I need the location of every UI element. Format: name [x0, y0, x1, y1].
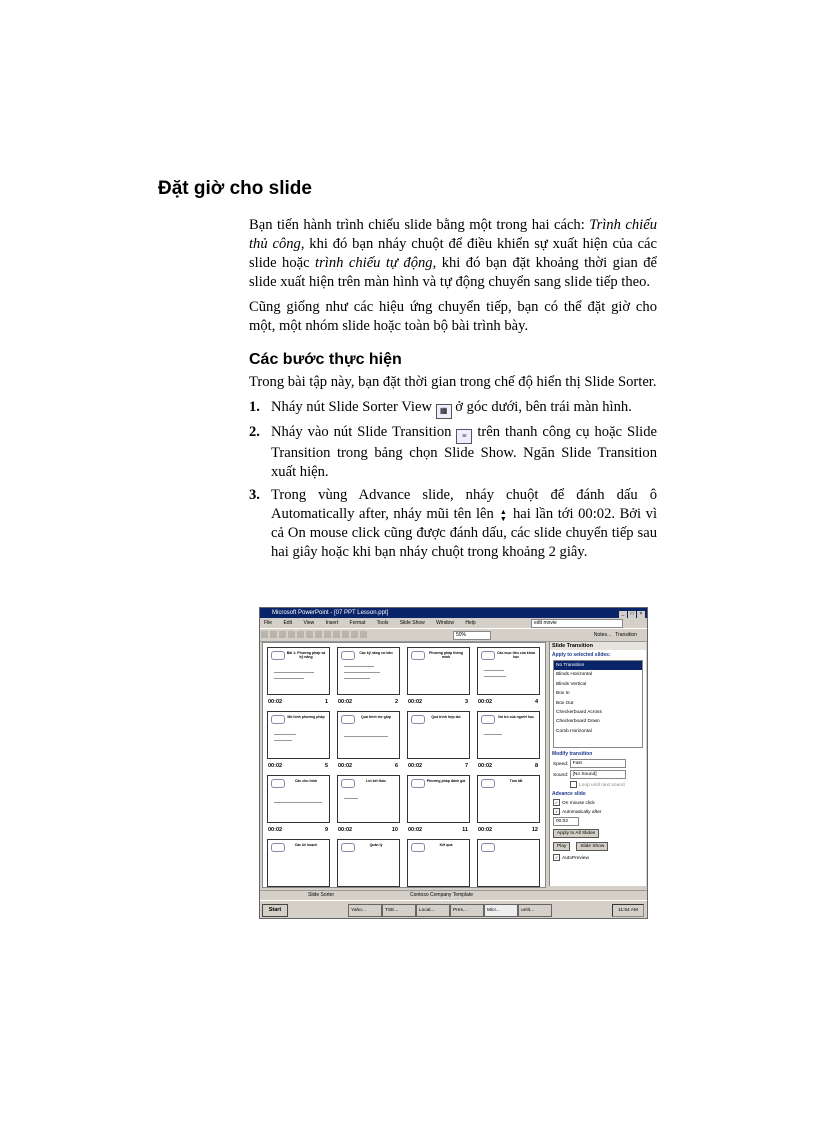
toolbar-right [594, 631, 637, 639]
apply-label: Apply to selected slides: [552, 652, 611, 658]
slide-thumb-7[interactable]: Quá trình hợp tác 00:02 7 [407, 711, 470, 780]
transition-option[interactable]: Checkerboard Down [556, 719, 600, 725]
transition-option[interactable]: Blinds Horizontal [556, 672, 592, 678]
preview-icon[interactable] [297, 631, 304, 638]
ask-question-box[interactable]: edit movie [531, 619, 623, 628]
menu-bar [260, 618, 647, 628]
steps-list [249, 398, 657, 562]
window-title: Microsoft PowerPoint - [07 PPT Lesson.ppt] [272, 610, 389, 616]
step-3: 3. Trong vùng Advance slide, nháy chuột để đánh dấu ô Automatically after, nháy mũi tên lên ▲ ▼ hai lần tới 00:02. Bởi vì cả On mouse click cũng được đánh dấu, các slide chuyển tiếp sau hai giây hoặc khi bạn nháy chuột trong khoảng 2 giây. [249, 487, 657, 560]
intro-paragraph-1: Bạn tiến hành trình chiếu slide bằng một trong hai cách: Trình chiếu thủ công, khi đó bạn nháy chuột để điều khiển sự xuất hiện của các slide hoặc trình chiếu tự động, khi đó bạn đặt khoảng thời gian để slide xuất hiện trên màn hình và tự động chuyển sang slide tiếp theo. [249, 217, 658, 290]
body-text [249, 216, 657, 566]
window-title-bar [260, 608, 647, 618]
transition-option[interactable]: Blinds Vertical [556, 681, 587, 687]
slide-thumb-1[interactable]: Bài 1: Phương pháp và kỹ năng 00:02 1 [267, 647, 330, 716]
format-painter-icon[interactable] [342, 631, 349, 638]
steps-heading: Các bước thực hiện [249, 351, 402, 368]
intro-paragraph-2: Cũng giống như các hiệu ứng chuyển tiếp, bạn có thể đặt giờ cho một, một nhóm slide hoặc toàn bộ bài trình bày. [249, 299, 657, 334]
minimize-icon[interactable]: _ [619, 611, 627, 618]
spinner-arrows-icon: ▲ ▼ [499, 508, 507, 523]
slide-thumb-13[interactable]: Các kế hoạch [267, 839, 330, 908]
taskbar [260, 900, 647, 919]
menu-help[interactable]: Help [465, 620, 476, 626]
slide-thumb-5[interactable]: Mô hình phương pháp 00:02 5 [267, 711, 330, 780]
taskbar-item[interactable]: Yaho... [348, 904, 382, 917]
slide-thumb-2[interactable]: Các kỹ năng cơ bản 00:02 2 [337, 647, 400, 716]
play-button[interactable]: Play [553, 842, 570, 851]
speed-label: Speed: [553, 761, 569, 767]
transition-option[interactable]: No Transition [554, 661, 642, 670]
sound-select[interactable]: [No Sound] [570, 770, 626, 779]
transition-option[interactable]: Checkerboard Across [556, 709, 602, 715]
open-icon[interactable] [270, 631, 277, 638]
slide-thumb-15[interactable]: Kết quả [407, 839, 470, 908]
slide-sorter-view-icon: ▦ [436, 404, 452, 419]
powerpoint-screenshot [259, 607, 648, 919]
slide-thumb-9[interactable]: Các chu trình 00:02 9 [267, 775, 330, 844]
notes-button[interactable]: Notes... [593, 632, 612, 638]
slide-sorter [262, 642, 546, 888]
maximize-icon[interactable]: □ [628, 611, 636, 618]
transition-option[interactable]: Box In [556, 691, 570, 697]
auto-after-checkbox[interactable]: ✓ [554, 809, 559, 814]
menu-edit[interactable]: Edit [283, 620, 293, 626]
slide-thumb-6[interactable]: Quá trình trợ giúp 00:02 6 [337, 711, 400, 780]
step-2: 2. Nháy vào nút Slide Transition ≡ trên thanh công cụ hoặc Slide Transition trong bảng chọn Slide Show. Ngăn Slide Transition xuất hiện. [249, 424, 658, 480]
slide-transition-pane [549, 642, 646, 886]
modify-label: Modify transition [552, 751, 593, 757]
advance-label: Advance slide [552, 791, 586, 797]
auto-after-spinner[interactable]: 00:02 [553, 817, 579, 826]
loop-checkbox[interactable] [570, 781, 577, 788]
slide-transition-icon: ≡ [456, 429, 472, 444]
slide-thumb-3[interactable]: Phương pháp thông minh 00:02 3 [407, 647, 470, 716]
new-icon[interactable] [261, 631, 268, 638]
cut-icon[interactable] [315, 631, 322, 638]
steps-intro: Trong bài tập này, bạn đặt thời gian trong chế độ hiển thị Slide Sorter. [249, 374, 657, 390]
status-bar [260, 890, 647, 900]
undo-icon[interactable] [351, 631, 358, 638]
step-1: 1. Nháy nút Slide Sorter View ▦ ở góc dưới, bên trái màn hình. [249, 398, 657, 419]
transition-option[interactable]: Box Out [556, 700, 574, 706]
on-click-checkbox[interactable]: ✓ [554, 800, 559, 805]
sound-label: Sound: [553, 772, 569, 778]
close-icon[interactable]: × [637, 611, 645, 618]
slide-thumb-8[interactable]: Vai trò của người học 00:02 8 [477, 711, 540, 780]
menu-file[interactable]: File [264, 620, 273, 626]
taskbar-item[interactable]: TSE... [382, 904, 416, 917]
taskbar-item[interactable]: Local... [416, 904, 450, 917]
taskbar-item[interactable]: Pres... [450, 904, 484, 917]
slide-thumb-11[interactable]: Phương pháp đánh giá 00:02 11 [407, 775, 470, 844]
autopreview-label: AutoPreview [562, 855, 589, 861]
menu-format[interactable]: Format [349, 620, 366, 626]
menu-window[interactable]: Window [436, 620, 454, 626]
transition-list[interactable] [553, 660, 643, 748]
autopreview-checkbox[interactable]: ✓ [554, 855, 559, 860]
slide-thumb-12[interactable]: Tóm tắt 00:02 12 [477, 775, 540, 844]
menu-view[interactable]: View [303, 620, 315, 626]
standard-toolbar [260, 628, 647, 642]
section-title: Đặt giờ cho slide [158, 178, 312, 199]
apply-all-button[interactable]: Apply to All Slides [553, 829, 599, 838]
slide-show-button[interactable]: Slide Show [576, 842, 608, 851]
spelling-icon[interactable] [306, 631, 313, 638]
start-button[interactable]: Start [262, 904, 288, 917]
save-icon[interactable] [279, 631, 286, 638]
loop-label: Loop until next sound [579, 782, 625, 788]
clock: 11:54 AM [612, 904, 644, 917]
menu-insert[interactable]: Insert [325, 620, 339, 626]
slide-thumb-14[interactable]: Quản lý [337, 839, 400, 908]
on-click-label: On mouse click [562, 800, 595, 806]
transition-option[interactable]: Comb Horizontal [556, 728, 592, 734]
slide-thumb-4[interactable]: Các mục tiêu của khóa học 00:02 4 [477, 647, 540, 716]
slide-thumb-10[interactable]: Lời kết thúc 00:02 10 [337, 775, 400, 844]
zoom-select[interactable]: 50% [453, 631, 491, 640]
transition-button[interactable]: Transition [615, 632, 637, 638]
auto-after-label: Automatically after [562, 809, 602, 815]
menu-slide-show[interactable]: Slide Show [399, 620, 425, 626]
paste-icon[interactable] [333, 631, 340, 638]
menu-tools[interactable]: Tools [376, 620, 389, 626]
taskbar-item-active[interactable]: Micr... [484, 904, 518, 917]
pane-title: Slide Transition [550, 642, 646, 650]
status-view: Slide Sorter [308, 892, 335, 898]
taskbar-item[interactable]: untit... [518, 904, 552, 917]
speed-select[interactable]: Fast [570, 759, 626, 768]
status-template: Contoso Company Template [410, 892, 473, 898]
print-icon[interactable] [288, 631, 295, 638]
redo-icon[interactable] [360, 631, 367, 638]
copy-icon[interactable] [324, 631, 331, 638]
